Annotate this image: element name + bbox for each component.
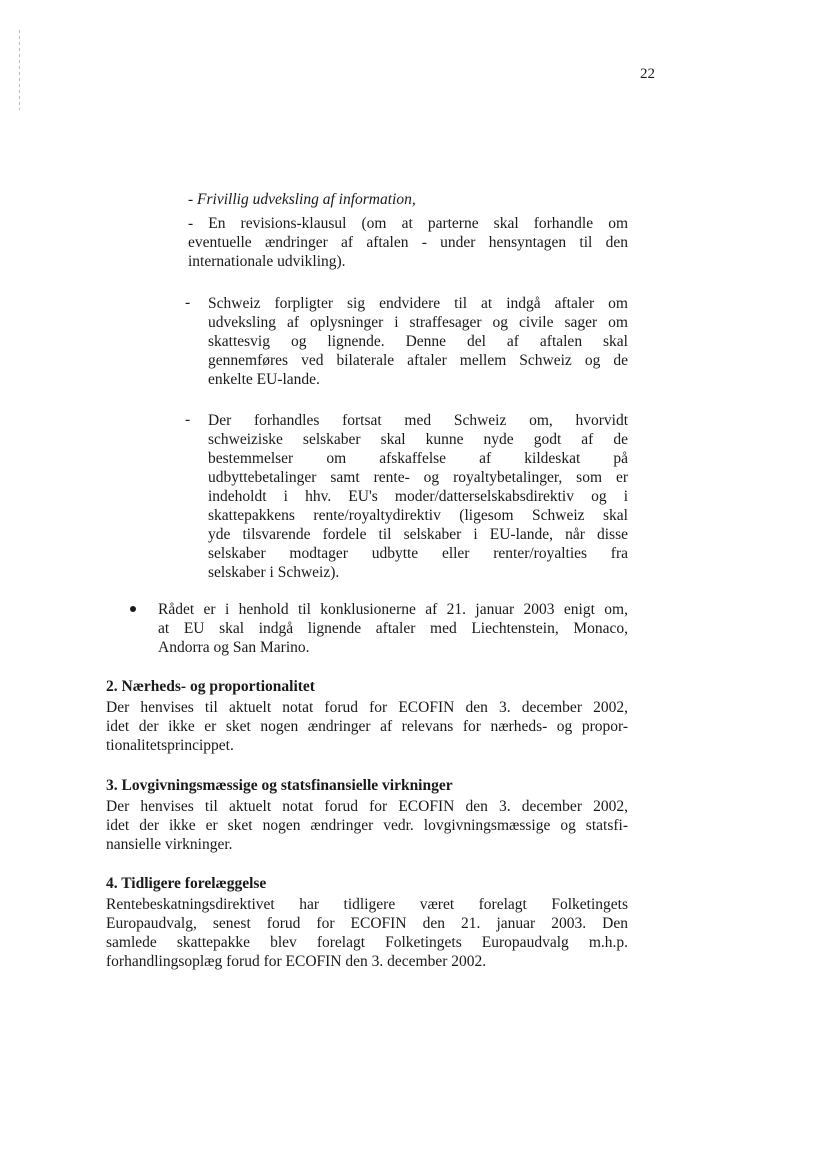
section-body bbox=[106, 797, 628, 854]
paragraph-line: nansielle virkninger. bbox=[106, 836, 233, 853]
paragraph-line: skattesvig og lignende. Denne del af aftalen skal bbox=[208, 333, 628, 350]
paragraph-line: idet der ikke er sket nogen ændringer vedr. lovgivningsmæssige og statsfi- bbox=[106, 817, 628, 834]
paragraph-line: eventuelle ændringer af aftalen - under hensyntagen til den bbox=[188, 234, 628, 251]
dash-item-schweiz-forpligter bbox=[208, 294, 628, 389]
bullet-item-raadet bbox=[158, 600, 628, 657]
paragraph-line: selskaber i Schweiz). bbox=[208, 564, 340, 581]
paragraph-line: Rådet er i henhold til konklusionerne af 21. januar 2003 enigt om, bbox=[158, 601, 628, 618]
section-heading: 4. Tidligere forelæggelse bbox=[106, 875, 267, 892]
paragraph-line: Der henvises til aktuelt notat forud for ECOFIN den 3. december 2002, bbox=[106, 699, 628, 716]
paragraph-line: indeholdt i hhv. EU's moder/datterselskabsdirektiv og i bbox=[208, 488, 628, 505]
paragraph-line: enkelte EU-lande. bbox=[208, 371, 320, 388]
paragraph-line: selskaber modtager udbytte eller renter/royalties fra bbox=[208, 545, 628, 562]
paragraph-line: Andorra og San Marino. bbox=[158, 639, 310, 656]
section-body bbox=[106, 698, 628, 755]
paragraph-line: Schweiz forpligter sig endvidere til at indgå aftaler om bbox=[208, 295, 628, 312]
item-frivillig bbox=[188, 190, 628, 209]
page-number: 22 bbox=[640, 66, 655, 82]
paragraph-line: bestemmelser om afskaffelse af kildeskat på bbox=[208, 450, 628, 467]
paragraph-line: Der henvises til aktuelt notat forud for ECOFIN den 3. december 2002, bbox=[106, 798, 628, 815]
paragraph-line: skattepakkens rente/royaltydirektiv (ligesom Schweiz skal bbox=[208, 507, 628, 524]
scan-edge-mark bbox=[19, 30, 20, 110]
item-revisions-klausul bbox=[188, 214, 628, 271]
paragraph-line: idet der ikke er sket nogen ændringer af relevans for nærheds- og propor- bbox=[106, 718, 628, 735]
item-frivillig-text: - Frivillig udveksling af information, bbox=[188, 191, 416, 208]
paragraph-line: tionalitetsprincippet. bbox=[106, 737, 234, 754]
dash-marker: - bbox=[185, 294, 191, 311]
section-heading: 3. Lovgivningsmæssige og statsfinansielle virkninger bbox=[106, 777, 453, 794]
section-body bbox=[106, 895, 628, 971]
paragraph-line: Rentebeskatningsdirektivet har tidligere været forelagt Folketingets bbox=[106, 896, 628, 913]
section-heading: 2. Nærheds- og proportionalitet bbox=[106, 678, 315, 695]
dash-marker: - bbox=[185, 411, 191, 428]
paragraph-line: forhandlingsoplæg forud for ECOFIN den 3. december 2002. bbox=[106, 953, 487, 970]
paragraph-line: udveksling af oplysninger i straffesager og civile sager om bbox=[208, 314, 628, 331]
dash-item-der-forhandles bbox=[208, 411, 628, 582]
bullet-dot bbox=[130, 606, 136, 612]
paragraph-line: Europaudvalg, senest forud for ECOFIN den 21. januar 2003. Den bbox=[106, 915, 628, 932]
paragraph-line: Der forhandles fortsat med Schweiz om, hvorvidt bbox=[208, 412, 628, 429]
paragraph-line: internationale udvikling). bbox=[188, 253, 346, 270]
paragraph-line: gennemføres ved bilaterale aftaler mellem Schweiz og de bbox=[208, 352, 628, 369]
paragraph-line: samlede skattepakke blev forelagt Folketingets Europaudvalg m.h.p. bbox=[106, 934, 628, 951]
paragraph-line: udbyttebetalinger samt rente- og royaltybetalinger, som er bbox=[208, 469, 628, 486]
paragraph-line: schweiziske selskaber skal kunne nyde godt af de bbox=[208, 431, 628, 448]
paragraph-line: - En revisions-klausul (om at parterne skal forhandle om bbox=[188, 215, 628, 232]
paragraph-line: yde tilsvarende fordele til selskaber i EU-lande, når disse bbox=[208, 526, 628, 543]
paragraph-line: at EU skal indgå lignende aftaler med Liechtenstein, Monaco, bbox=[158, 620, 628, 637]
